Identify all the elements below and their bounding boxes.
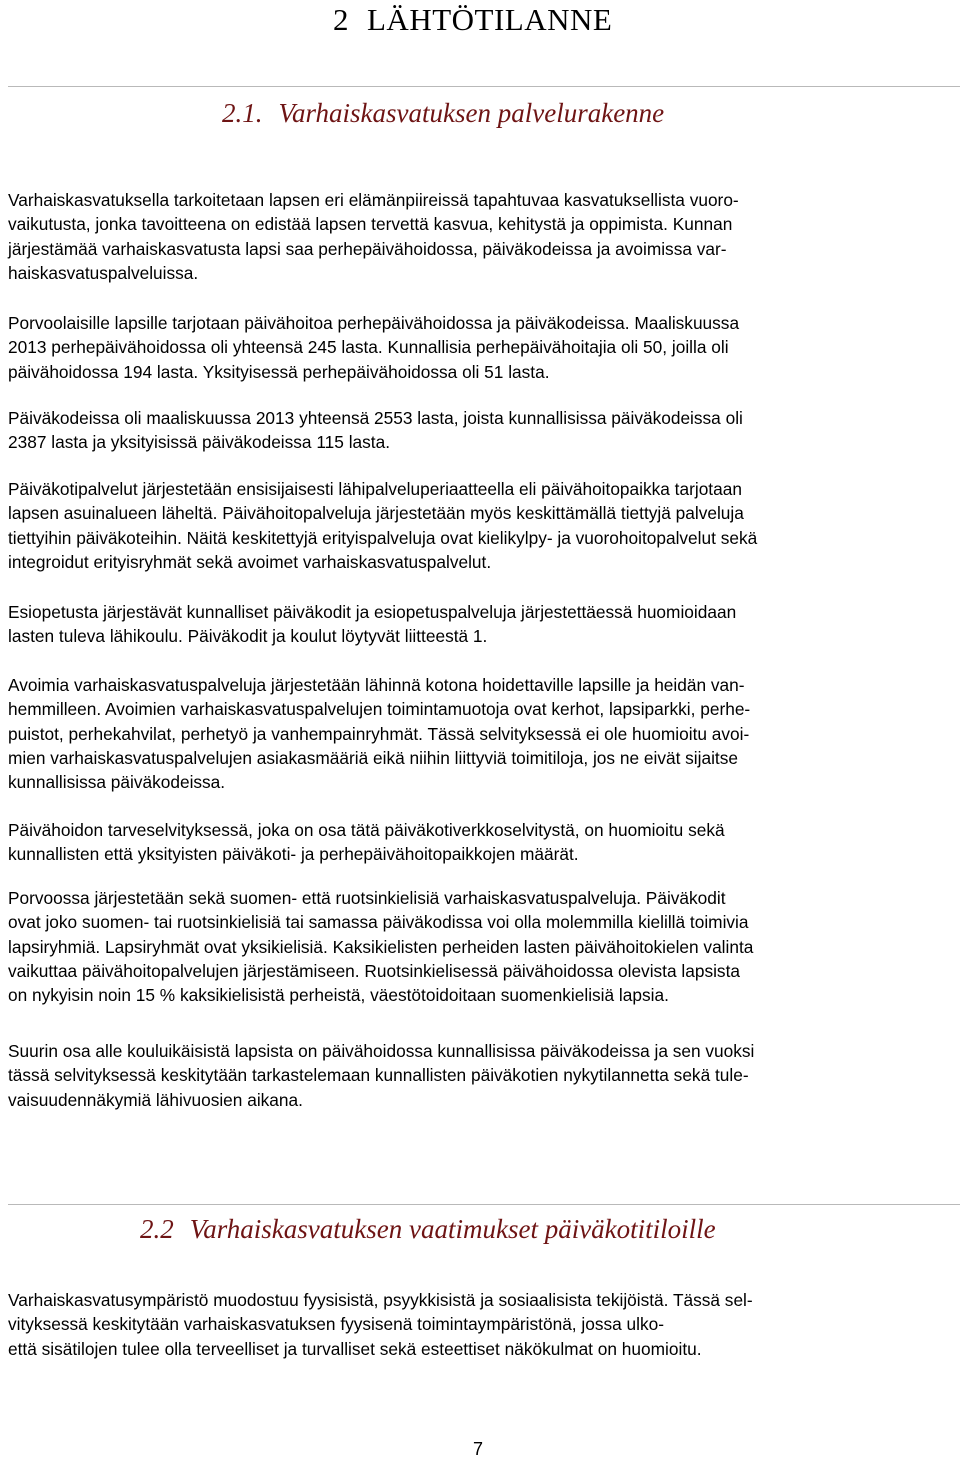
paragraph (8, 311, 952, 384)
text-line: järjestämää varhaiskasvatusta lapsi saa perhepäivähoidossa, päiväkodeissa ja avoimissa var- (8, 238, 727, 259)
text-line: Suurin osa alle kouluikäisistä lapsista on päivähoidossa kunnallisissa päiväkodeissa ja sen vuoksi (8, 1041, 755, 1061)
chapter-number: 2 (333, 2, 349, 37)
text-line: 2013 perhepäivähoidossa oli yhteensä 245 lasta. Kunnallisia perhepäivähoitajia oli 50, joilla oli (8, 337, 729, 358)
section-title-text: Varhaiskasvatuksen vaatimukset päiväkotitiloille (189, 1214, 716, 1244)
text-line: hemmilleen. Avoimien varhaiskasvatuspalvelujen toimintamuotoja ovat kerhot, lapsiparkki, perhe- (8, 699, 751, 720)
text-line: Varhaiskasvatuksella tarkoitetaan lapsen eri elämänpiireissä tapahtuvaa kasvatuksellista vuoro- (8, 190, 739, 210)
paragraph (8, 673, 952, 794)
text-line: kunnallisissa päiväkodeissa. (8, 772, 226, 793)
text-line: vityksessä keskitytään varhaiskasvatuksen fyysisenä toimintaympäristönä, jossa ulko- (8, 1314, 665, 1335)
text-line: päivähoidossa 194 lasta. Yksityisessä perhepäivähoidossa oli 51 lasta. (8, 361, 550, 382)
text-line: lapsen asuinalueen läheltä. Päivähoitopalveluja järjestetään myös keskittämällä tiettyjä palveluja (8, 503, 744, 524)
section-number: 2.1. (222, 98, 263, 128)
paragraph (8, 406, 952, 455)
text-line: haiskasvatuspalveluissa. (8, 262, 199, 283)
text-line: vaisuudennäkymiä lähivuosien aikana. (8, 1089, 303, 1110)
paragraph (8, 818, 952, 867)
text-line: mien varhaiskasvatuspalvelujen asiakasmääriä eikä niihin liittyviä toimitiloja, jos ne eivät sijaitse (8, 747, 738, 768)
chapter-title-text: LÄHTÖTILANNE (367, 2, 613, 37)
chapter-title (333, 2, 612, 38)
text-line: ovat joko suomen- tai ruotsinkielisiä tai samassa päiväkodissa voi olla molemmilla kielillä toimivia (8, 912, 749, 933)
text-line: tässä selvityksessä keskitytään tarkastelemaan kunnallisten päiväkotien nykytilannetta sekä tule- (8, 1065, 749, 1086)
text-line: Porvoolaisille lapsille tarjotaan päivähoitoa perhepäivähoidossa ja päiväkodeissa. Maaliskuussa (8, 313, 740, 333)
text-line: Esiopetusta järjestävät kunnalliset päiväkodit ja esiopetuspalveluja järjestettäessä huomioidaan (8, 602, 737, 622)
section-heading-2-2 (140, 1214, 716, 1245)
text-line: Päiväkodeissa oli maaliskuussa 2013 yhteensä 2553 lasta, joista kunnallisissa päiväkodeissa oli (8, 408, 743, 428)
section-divider (8, 1204, 960, 1205)
paragraph (8, 600, 952, 649)
paragraph (8, 1039, 952, 1112)
section-title-text: Varhaiskasvatuksen palvelurakenne (278, 98, 665, 128)
text-line: tiettyihin päiväkoteihin. Näitä keskitettyjä erityispalveluja ovat kielikylpy- ja vuorohoitopalvelut sekä (8, 527, 758, 548)
page-number: 7 (473, 1439, 484, 1459)
heading-divider (8, 86, 960, 87)
paragraph (8, 188, 952, 285)
text-line: Varhaiskasvatusympäristö muodostuu fyysisistä, psyykkisistä ja sosiaalisista tekijöistä. Tässä sel- (8, 1290, 753, 1310)
paragraph (8, 1288, 952, 1361)
text-line: kunnallisten että yksityisten päiväkoti- ja perhepäivähoitopaikkojen määrät. (8, 844, 579, 865)
text-line: puistot, perhekahvilat, perhetyö ja vanhempainryhmät. Tässä selvityksessä ei ole huomioitu avoi- (8, 723, 750, 744)
text-line: lapsiryhmiä. Lapsiryhmät ovat yksikielisiä. Kaksikielisten perheiden lasten päivähoitokielen valinta (8, 936, 754, 957)
text-line: on nykyisin noin 15 % kaksikielisistä perheistä, väestötoidoitaan suomenkielisiä lapsia. (8, 985, 669, 1006)
text-line: lasten tuleva lähikoulu. Päiväkodit ja koulut löytyvät liitteestä 1. (8, 626, 488, 647)
section-number: 2.2 (140, 1214, 174, 1244)
text-line: Päivähoidon tarveselvityksessä, joka on osa tätä päiväkotiverkkoselvitystä, on huomioitu sekä (8, 820, 725, 840)
text-line: Päiväkotipalvelut järjestetään ensisijaisesti lähipalveluperiaatteella eli päivähoitopaikka tarjotaan (8, 479, 742, 499)
text-line: integroidut erityisryhmät sekä avoimet varhaiskasvatuspalvelut. (8, 551, 492, 572)
text-line: 2387 lasta ja yksityisissä päiväkodeissa 115 lasta. (8, 432, 390, 453)
text-line: Porvoossa järjestetään sekä suomen- että ruotsinkielisiä varhaiskasvatuspalveluja. Päiväkodit (8, 888, 726, 908)
text-line: Avoimia varhaiskasvatuspalveluja järjestetään lähinnä kotona hoidettaville lapsille ja heidän van- (8, 675, 745, 695)
section-heading-2-1 (222, 98, 664, 129)
paragraph (8, 477, 952, 574)
paragraph (8, 886, 952, 1007)
text-line: vaikutusta, jonka tavoitteena on edistää lapsen tervettä kasvua, kehitystä ja oppimista. Kunnan (8, 214, 733, 235)
text-line: vaikuttaa päivähoitopalvelujen järjestämiseen. Ruotsinkielisessä päivähoidossa olevista lapsista (8, 960, 740, 981)
text-line: että sisätilojen tulee olla terveelliset ja turvalliset sekä esteettiset näkökulmat on huomioitu. (8, 1338, 702, 1359)
